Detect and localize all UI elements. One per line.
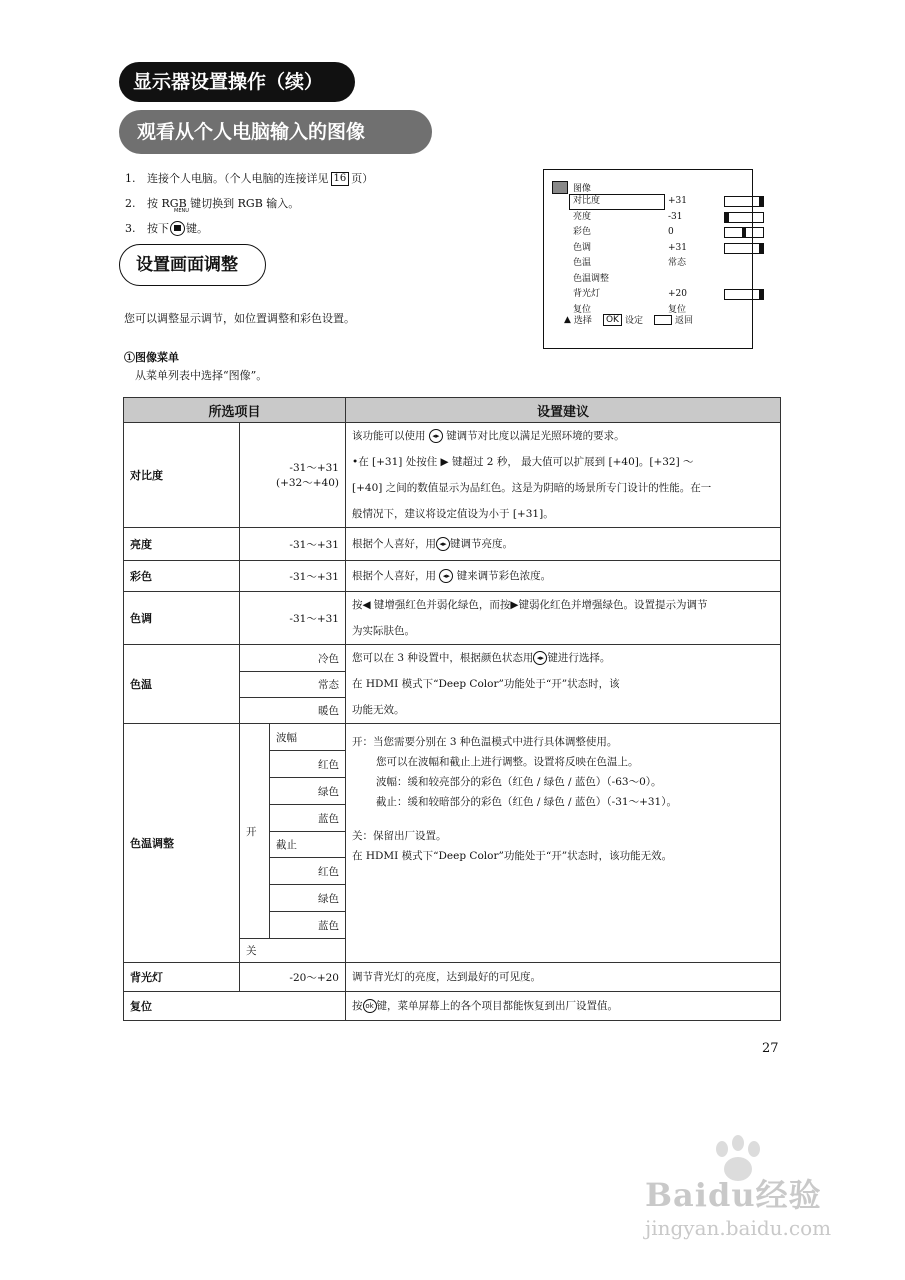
table-row <box>124 561 781 592</box>
left-right-dial-icon: ◂▸ <box>439 569 453 583</box>
item-color: 彩色 <box>124 561 240 592</box>
osd-select-label: 选择 <box>573 316 592 326</box>
page-title: 显示器设置操作（续） <box>119 62 355 102</box>
step-text: 按 RGB 键切换到 RGB 输入。 <box>147 196 300 210</box>
desc-tint <box>346 592 781 645</box>
settings-table <box>123 397 781 1021</box>
cutoff-red: 红色 <box>270 858 346 885</box>
osd-level-bar <box>724 289 764 300</box>
gain-red: 红色 <box>270 751 346 778</box>
osd-row <box>573 225 748 240</box>
ct-on-label: 开 <box>240 724 270 939</box>
desc-line: 按◀ 键增强红色并弱化绿色，而按▶键弱化红色并增强绿色。设置提示为调节 <box>352 599 708 611</box>
osd-row-value: +20 <box>668 289 687 299</box>
osd-row-label: 彩色 <box>573 227 592 237</box>
section-subtitle: 观看从个人电脑输入的图像 <box>119 110 432 154</box>
desc-line: •在 [+31] 处按住 ▶ 键超过 2 秒， 最大值可以扩展到 [+40]。[+32] ～ <box>352 456 694 468</box>
step-text-after: 页） <box>351 171 374 185</box>
table-row <box>124 592 781 645</box>
osd-row-value: +31 <box>668 196 687 206</box>
menu-section-sub: 从菜单列表中选择“图像”。 <box>135 369 268 382</box>
menu-button-icon <box>170 221 185 236</box>
desc-color <box>346 561 781 592</box>
osd-title: 图像 <box>573 184 592 194</box>
osd-row-value: -31 <box>668 211 683 222</box>
osd-row <box>573 287 748 302</box>
step-number: 3. <box>125 221 136 235</box>
ok-icon: OK <box>603 314 622 326</box>
desc-line: 为实际肤色。 <box>352 625 415 637</box>
range-backlight: -20～+20 <box>240 963 346 992</box>
desc-line: 键调节对比度以满足光照环境的要求。 <box>446 430 625 442</box>
desc-line: 在 HDMI 模式下“Deep Color”功能处于“开”状态时，该 <box>352 678 620 690</box>
item-reset: 复位 <box>124 992 346 1021</box>
osd-level-bar <box>724 227 764 238</box>
desc-line: 按 <box>352 1000 363 1012</box>
desc-ct-adjust <box>346 724 781 963</box>
osd-level-knob <box>759 197 763 206</box>
item-brightness: 亮度 <box>124 528 240 561</box>
cutoff-blue: 蓝色 <box>270 912 346 939</box>
page-ref-box: 16 <box>331 172 350 186</box>
table-row <box>124 963 781 992</box>
desc-contrast <box>346 423 781 528</box>
osd-level-bar <box>724 212 764 223</box>
osd-level-bar <box>724 243 764 254</box>
header-advice: 设置建议 <box>346 398 781 423</box>
step-text-after: 键。 <box>186 221 208 235</box>
item-tint: 色调 <box>124 592 240 645</box>
desc-reset <box>346 992 781 1021</box>
osd-set-label: 设定 <box>624 316 643 326</box>
range-contrast <box>240 423 346 528</box>
desc-line: 波幅：缓和较亮部分的彩色（红色 / 绿色 / 蓝色）（-63～0）。 <box>376 776 662 788</box>
osd-level-knob <box>759 244 763 253</box>
osd-row-value: 复位 <box>668 304 687 315</box>
option-cool: 冷色 <box>240 645 346 672</box>
desc-backlight: 调节背光灯的亮度，达到最好的可见度。 <box>346 963 781 992</box>
osd-row-label: 色调 <box>573 242 592 253</box>
table-row <box>124 992 781 1021</box>
left-right-dial-icon: ◂▸ <box>533 651 547 665</box>
gain-green: 绿色 <box>270 778 346 805</box>
osd-row-value: +31 <box>668 242 687 253</box>
step-text: 连接个人电脑。（个人电脑的连接详见 <box>147 171 329 185</box>
return-icon <box>654 315 672 325</box>
table-row <box>124 528 781 561</box>
osd-back-label: 返回 <box>674 316 693 326</box>
desc-line: 该功能可以使用 <box>352 430 426 442</box>
gain-blue: 蓝色 <box>270 805 346 832</box>
osd-level-knob <box>725 213 729 222</box>
osd-row-value: 常态 <box>668 258 687 268</box>
osd-row <box>573 256 748 271</box>
range-brightness: -31～+31 <box>240 528 346 561</box>
intro-text: 您可以调整显示调节，如位置调整和彩色设置。 <box>124 312 355 325</box>
left-right-dial-icon: ◂▸ <box>436 537 450 551</box>
desc-line: 功能无效。 <box>352 704 405 716</box>
cutoff-green: 绿色 <box>270 885 346 912</box>
osd-row-label: 对比度 <box>573 196 601 206</box>
osd-row-label: 色温调整 <box>573 273 610 284</box>
desc-line: 在 HDMI 模式下“Deep Color”功能处于“开”状态时，该功能无效。 <box>352 850 673 862</box>
osd-row-label: 复位 <box>573 304 592 315</box>
menu-label: MENU <box>174 208 189 214</box>
osd-row-label: 色温 <box>573 258 592 268</box>
osd-footer <box>564 313 693 326</box>
step-2 <box>125 191 373 216</box>
desc-line: 键来调节彩色浓度。 <box>456 570 552 582</box>
desc-line: 截止：缓和较暗部分的彩色（红色 / 绿色 / 蓝色）（-31～+31）。 <box>376 796 677 808</box>
left-right-dial-icon: ◂▸ <box>429 429 443 443</box>
range-tint: -31～+31 <box>240 592 346 645</box>
step-number: 2. <box>125 196 136 210</box>
osd-row-value: 0 <box>668 227 674 237</box>
desc-line: 根据个人喜好，用 <box>352 570 436 582</box>
table-row <box>124 645 781 672</box>
menu-section-title: ①图像菜单 <box>124 351 179 364</box>
range-text: -31～+31 <box>289 462 339 474</box>
option-normal: 常态 <box>240 672 346 698</box>
table-row <box>124 423 781 528</box>
step-text: 按下 <box>147 221 169 235</box>
desc-line: 您可以在波幅和截止上进行调整。设置将反映在色温上。 <box>376 756 639 768</box>
picture-menu-icon <box>552 181 568 194</box>
step-1 <box>125 166 373 191</box>
desc-line: [+40] 之间的数值显示为品红色。这是为阴暗的场景所专门设计的性能。在一 <box>352 482 712 494</box>
item-contrast: 对比度 <box>124 423 240 528</box>
desc-line: 开：当您需要分别在 3 种色温模式中进行具体调整使用。 <box>352 736 618 748</box>
desc-line: 关：保留出厂设置。 <box>352 830 447 842</box>
osd-row <box>573 194 748 209</box>
osd-row-label: 亮度 <box>573 211 592 222</box>
osd-row <box>573 241 748 256</box>
page-number: 27 <box>762 1041 779 1056</box>
watermark-url: jingyan.baidu.com <box>645 1216 832 1240</box>
osd-level-bar <box>724 196 764 207</box>
watermark-logo: Baidu经验 <box>645 1176 822 1214</box>
osd-row-label: 背光灯 <box>573 289 601 299</box>
table-row <box>124 724 781 751</box>
option-warm: 暖色 <box>240 698 346 724</box>
cutoff-label: 截止 <box>270 832 346 858</box>
desc-brightness <box>346 528 781 561</box>
ct-off-label: 关 <box>240 939 346 963</box>
desc-line: 您可以在 3 种设置中，根据颜色状态用 <box>352 652 534 664</box>
osd-level-knob <box>742 228 746 237</box>
osd-level-knob <box>759 290 763 299</box>
ok-button-icon: ok <box>363 999 377 1013</box>
steps-list <box>125 166 373 241</box>
osd-menu-illustration <box>543 169 753 349</box>
item-color-temp: 色温 <box>124 645 240 724</box>
item-ct-adjust: 色温调整 <box>124 724 240 963</box>
desc-line: 键进行选择。 <box>547 652 611 664</box>
osd-row <box>573 272 748 287</box>
desc-line: 键，菜单屏幕上的各个项目都能恢复到出厂设置值。 <box>376 1000 618 1012</box>
desc-line: 键调节亮度。 <box>450 538 513 550</box>
up-down-arrow-icon: ▲ <box>564 314 571 325</box>
gain-label: 波幅 <box>270 724 346 751</box>
osd-row <box>573 210 748 225</box>
item-backlight: 背光灯 <box>124 963 240 992</box>
step-3 <box>125 216 373 241</box>
step-number: 1. <box>125 171 136 185</box>
desc-color-temp <box>346 645 781 724</box>
section-heading: 设置画面调整 <box>119 244 266 286</box>
range-color: -31～+31 <box>240 561 346 592</box>
desc-line: 般情况下，建议将设定值设为小于 [+31]。 <box>352 508 554 520</box>
desc-line: 根据个人喜好，用 <box>352 538 436 550</box>
header-item: 所选项目 <box>124 398 346 423</box>
range-extended: (+32～+40) <box>275 477 339 489</box>
